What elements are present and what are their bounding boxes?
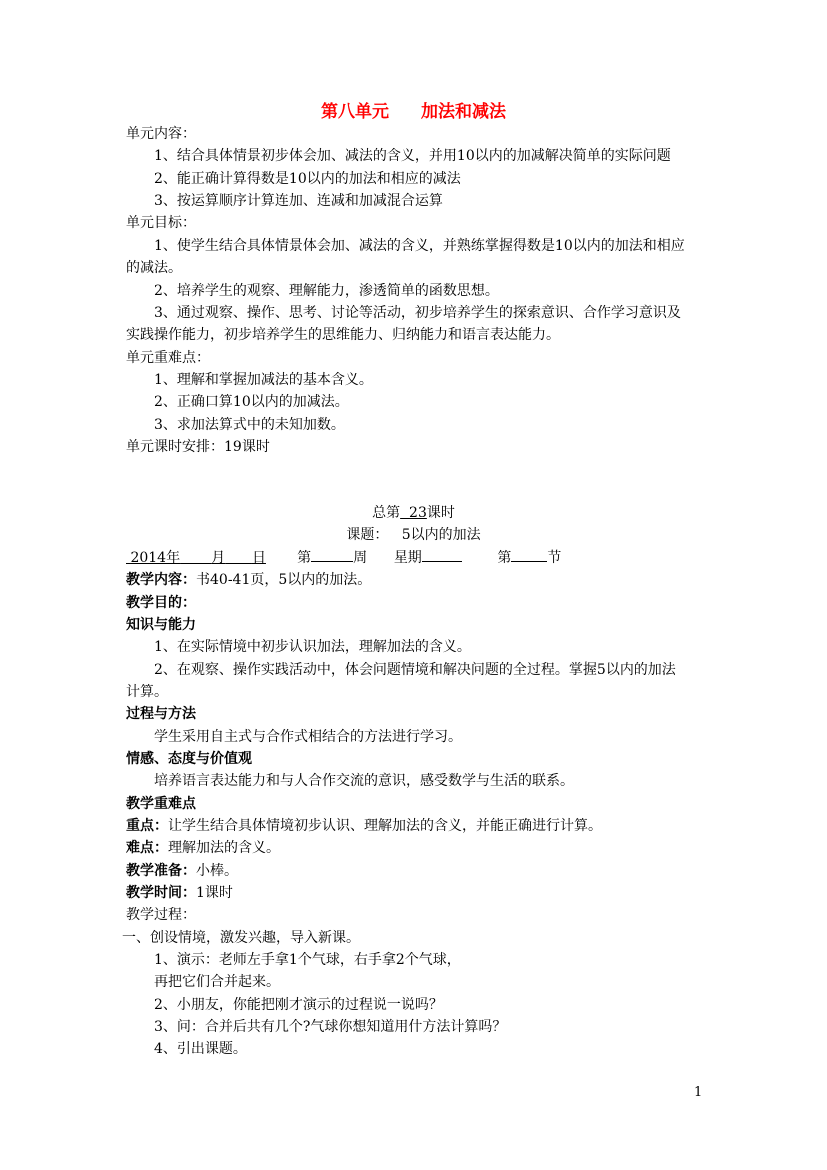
lesson-topic: 课题： 5以内的加法 bbox=[346, 527, 481, 543]
unit-goal: 3、通过观察、操作、思考、讨论等活动，初步培养学生的探索意识、合作学习意识及 bbox=[154, 305, 681, 321]
teaching-time: 教学时间：1课时 bbox=[126, 885, 233, 901]
unit-content-item: 3、按运算顺序计算连加、连减和加减混合运算 bbox=[154, 193, 443, 209]
teaching-preparation: 教学准备：小棒。 bbox=[126, 863, 238, 879]
period-blank bbox=[511, 547, 547, 562]
unit-goal: 1、使学生结合具体情景体会加、减法的含义，并熟练掌握得数是10以内的加法和相应 bbox=[154, 238, 685, 254]
knowledge-item: 2、在观察、操作实践活动中，体会问题情境和解决问题的全过程。掌握5以内的加法 bbox=[154, 662, 676, 678]
emotion-heading: 情感、态度与价值观 bbox=[126, 751, 252, 767]
unit-content-item: 2、能正确计算得数是10以内的加法和相应的减法 bbox=[154, 171, 461, 187]
week-blank bbox=[311, 547, 353, 562]
teaching-process-label: 教学过程： bbox=[126, 907, 196, 923]
knowledge-heading: 知识与能力 bbox=[126, 617, 196, 633]
process-substep: 1、演示：老师左手拿1个气球，右手拿2个气球， bbox=[154, 952, 461, 968]
unit-content-item: 1、结合具体情景初步体会加、减法的含义，并用10以内的加减解决简单的实际问题 bbox=[154, 148, 671, 164]
unit-goal: 2、培养学生的观察、理解能力，渗透简单的函数思想。 bbox=[154, 283, 499, 299]
unit-difficulty-item: 1、理解和掌握加减法的基本含义。 bbox=[154, 372, 373, 388]
process-substep-continued: 再把它们合并起来。 bbox=[154, 974, 280, 990]
process-step: 一、创设情境，激发兴趣，导入新课。 bbox=[122, 930, 360, 946]
process-substep: 2、小朋友，你能把刚才演示的过程说一说吗？ bbox=[154, 997, 443, 1013]
date-year: 2014年 bbox=[130, 550, 181, 566]
process-substep: 3、问：合并后共有几个?气球你想知道用什方法计算吗？ bbox=[154, 1019, 507, 1035]
total-lesson-number: 23 bbox=[409, 505, 427, 521]
lesson-total-count: 总第 23课时 bbox=[372, 505, 455, 521]
unit-title-part1: 第八单元 bbox=[321, 102, 389, 122]
knowledge-item: 1、在实际情境中初步认识加法，理解加法的含义。 bbox=[154, 639, 471, 655]
weekday-blank bbox=[422, 547, 462, 562]
page-number: 1 bbox=[694, 1085, 703, 1100]
unit-goal-continued: 实践操作能力，初步培养学生的思维能力、归纳能力和语言表达能力。 bbox=[126, 327, 560, 343]
lesson-date-row: 2014年 月 日 第 周 星期 第 节 bbox=[126, 547, 561, 569]
teaching-objectives-label: 教学目的： bbox=[126, 595, 196, 611]
unit-difficulty-heading: 单元重难点： bbox=[126, 350, 210, 366]
unit-difficulty-item: 2、正确口算10以内的加减法。 bbox=[154, 394, 349, 410]
unit-schedule: 单元课时安排：19课时 bbox=[126, 439, 270, 455]
unit-goals-heading: 单元目标： bbox=[126, 215, 196, 231]
unit-title bbox=[0, 101, 827, 123]
process-substep: 4、引出课题。 bbox=[154, 1041, 247, 1057]
key-point: 重点：让学生结合具体情境初步认识、理解加法的含义，并能正确进行计算。 bbox=[126, 818, 602, 834]
unit-difficulty-item: 3、求加法算式中的未知加数。 bbox=[154, 417, 345, 433]
difficult-point: 难点：理解加法的含义。 bbox=[126, 840, 280, 856]
process-method-heading: 过程与方法 bbox=[126, 706, 196, 722]
unit-content-heading: 单元内容： bbox=[126, 126, 196, 142]
unit-title-part2: 加法和减法 bbox=[421, 102, 506, 122]
knowledge-item-continued: 计算。 bbox=[126, 684, 168, 700]
process-method-text: 学生采用自主式与合作式相结合的方法进行学习。 bbox=[154, 729, 462, 745]
lesson-topic-text: 5以内的加法 bbox=[401, 527, 481, 543]
emotion-text: 培养语言表达能力和与人合作交流的意识，感受数学与生活的联系。 bbox=[154, 773, 574, 789]
date-month: 月 bbox=[211, 550, 226, 566]
date-day: 日 bbox=[251, 550, 266, 566]
key-difficulty-heading: 教学重难点 bbox=[126, 796, 196, 812]
teaching-content: 教学内容：书40-41页，5以内的加法。 bbox=[126, 572, 372, 588]
unit-goal-continued: 的减法。 bbox=[126, 260, 182, 276]
